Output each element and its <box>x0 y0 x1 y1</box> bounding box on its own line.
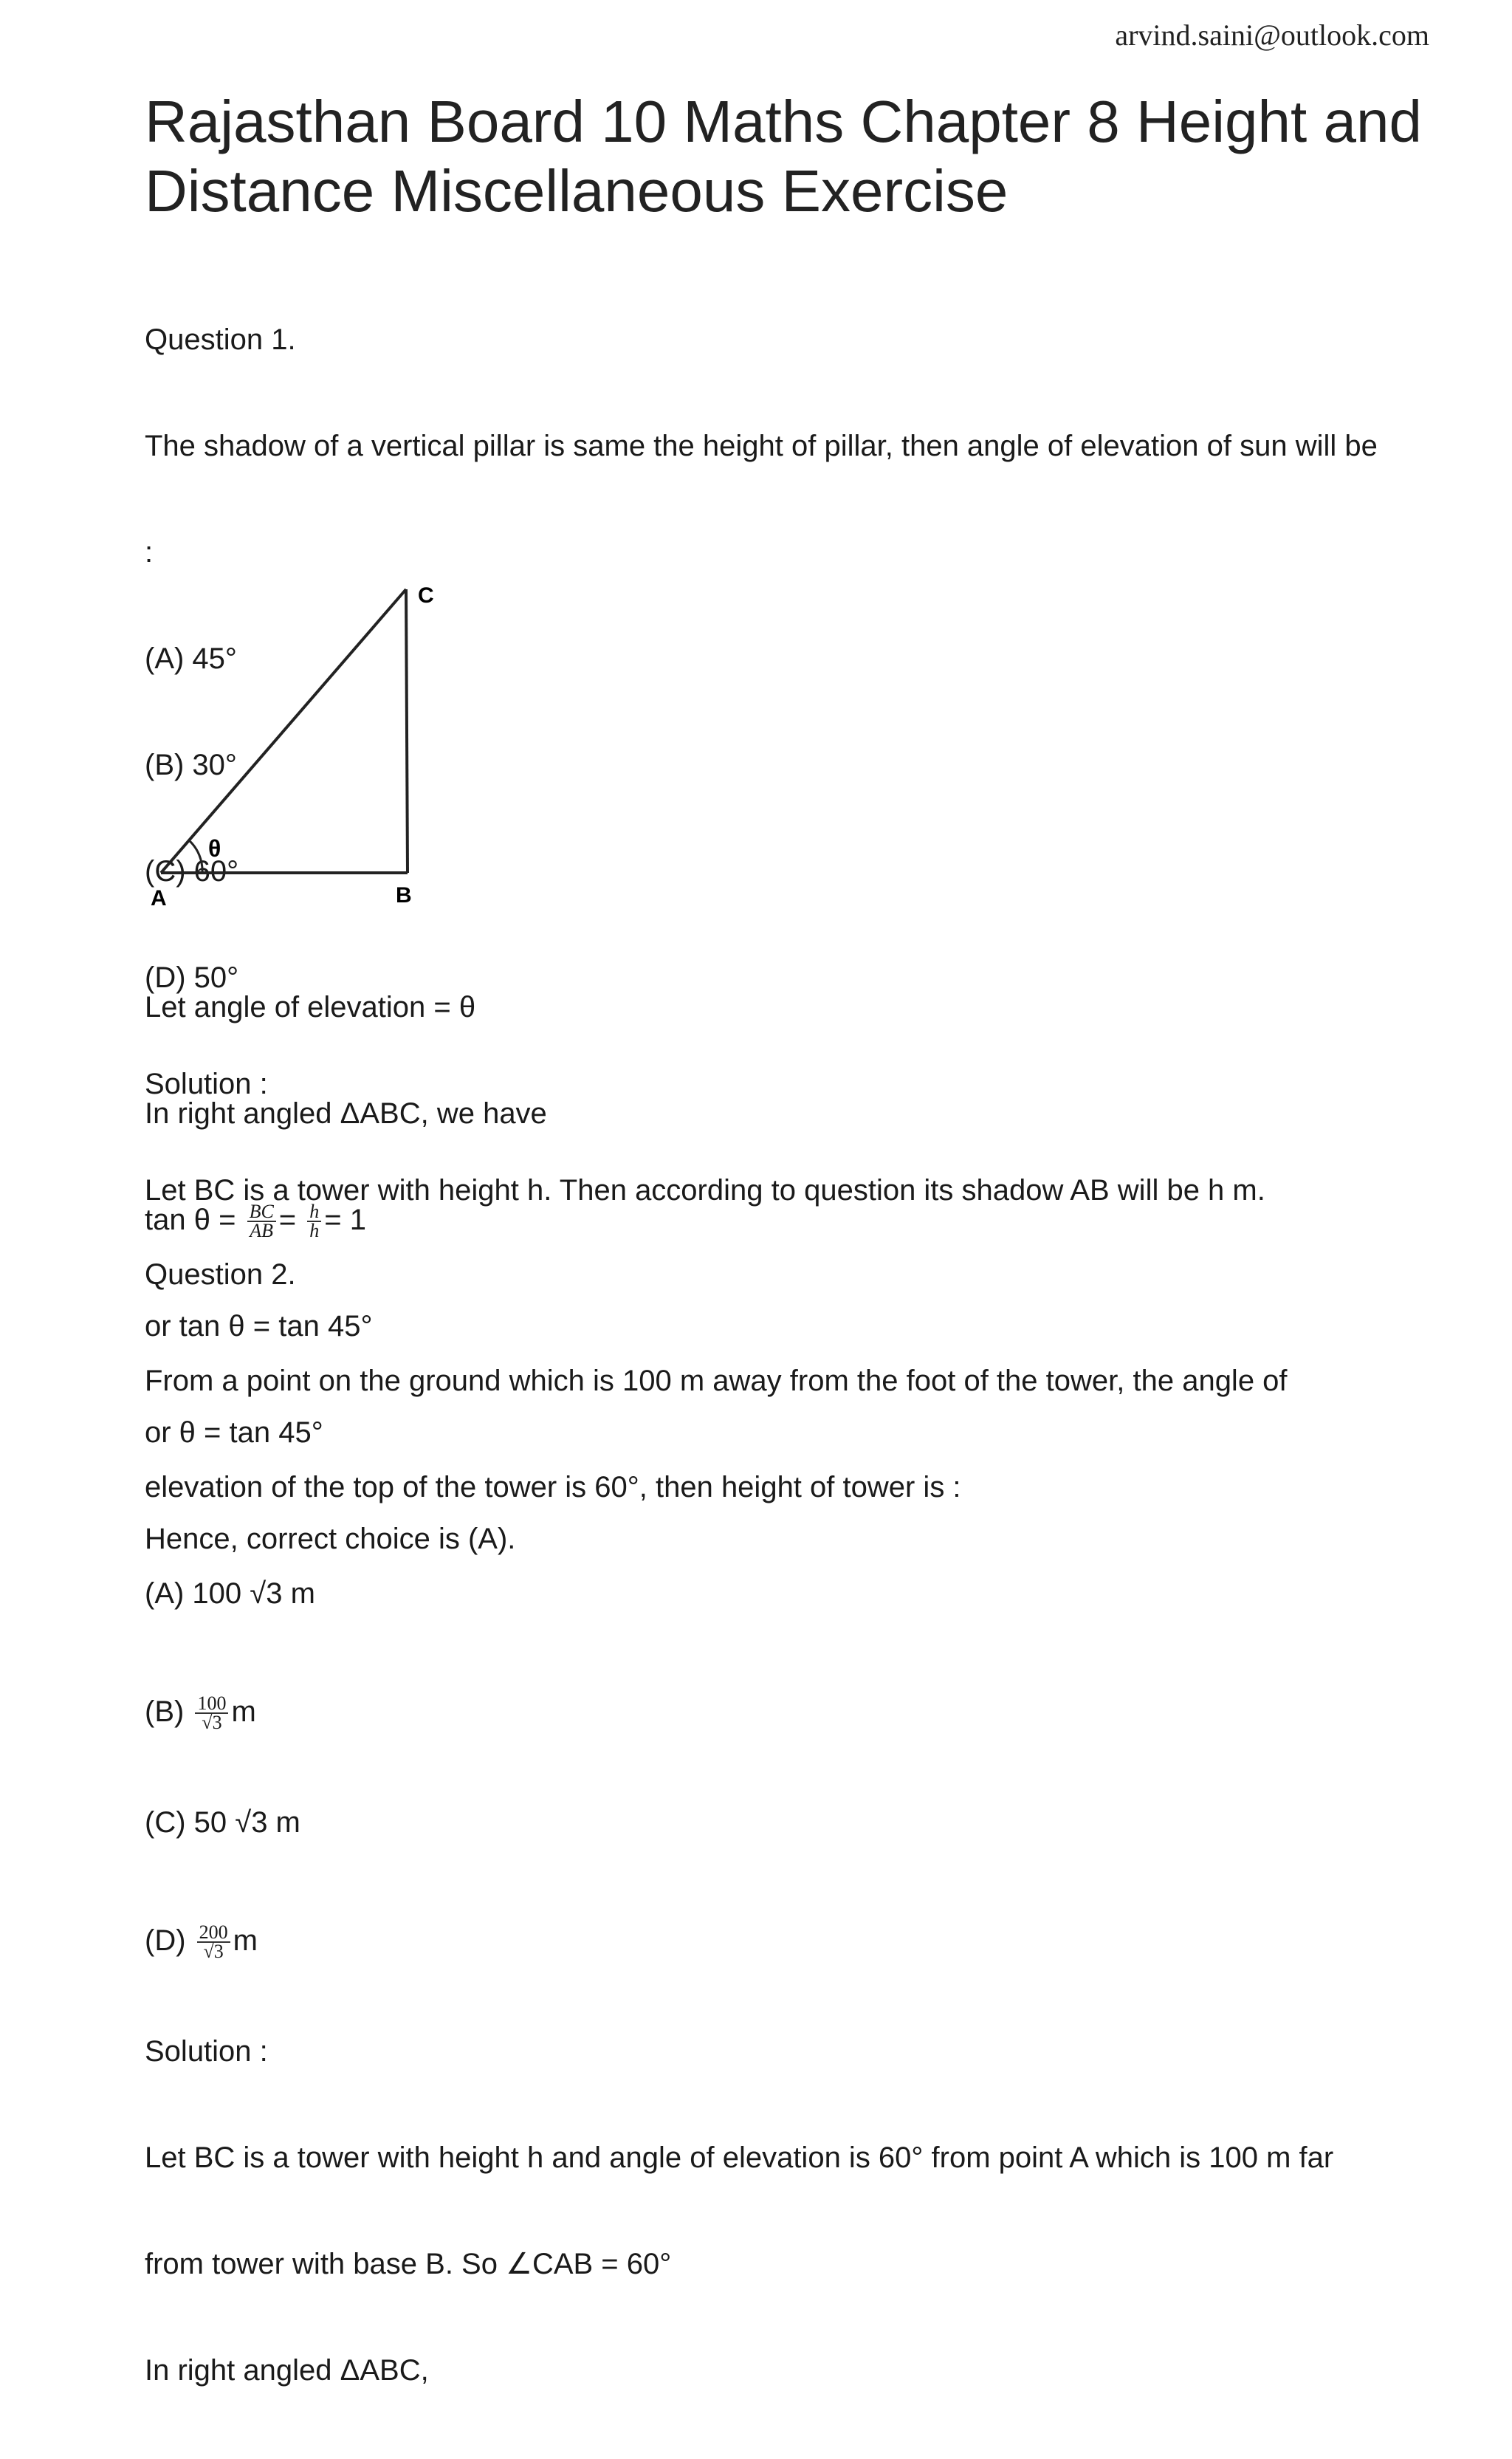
question-1-option-d: (D) 50° <box>145 961 239 994</box>
step-3-prefix: tan θ = <box>145 1204 244 1236</box>
fraction-denominator: √3 <box>202 1712 222 1734</box>
question-2-option-d <box>145 1911 1333 1963</box>
fraction-numerator: 100 <box>195 1695 228 1714</box>
solution-step-2: In right angled ΔABC, we have <box>145 1097 547 1130</box>
angle-arc <box>189 840 202 873</box>
solution-step-5: or θ = tan 45° <box>145 1416 323 1449</box>
question-2-text-line-2: elevation of the top of the tower is 60°, then height of tower is : <box>145 1471 961 1503</box>
author-email: arvind.saini@outlook.com <box>1115 18 1429 52</box>
title-line-1: Rajasthan Board 10 Maths Chapter 8 Height and <box>145 89 1422 154</box>
angle-theta-label: θ <box>208 835 221 862</box>
question-2-text-line-1: From a point on the ground which is 100 m away from the foot of the tower, the angle of <box>145 1365 1288 1397</box>
option-b-prefix: (B) <box>145 1695 193 1728</box>
question-1-heading: Question 1. <box>145 323 296 356</box>
fraction-numerator: 200 <box>197 1924 230 1943</box>
triangle-hypotenuse-ac <box>161 589 406 873</box>
question-1-option-c: (C) 60° <box>145 855 239 888</box>
question-2-solution-line-1: Let BC is a tower with height h and angle of elevation is 60° from point A which is 100 m far <box>145 2141 1334 2174</box>
solution-step-1: Let angle of elevation = θ <box>145 991 476 1023</box>
option-b-suffix: m <box>231 1695 256 1728</box>
question-1-option-b: (B) 30° <box>145 749 237 781</box>
vertex-label-a: A <box>151 886 167 910</box>
question-1-text-line-1: The shadow of a vertical pillar is same the height of pillar, then angle of elevation of sun will be <box>145 430 1378 462</box>
question-2-solution-line-2: from tower with base B. So ∠CAB = 60° <box>145 2248 672 2280</box>
step-3-suffix: = 1 <box>324 1204 366 1236</box>
solution-step-6: Hence, correct choice is (A). <box>145 1523 516 1555</box>
page-title <box>145 87 1444 226</box>
fraction-numerator: BC <box>247 1203 276 1222</box>
fraction-100-over-root3 <box>195 1695 228 1732</box>
question-2-option-a: (A) 100 √3 m <box>145 1577 315 1610</box>
vertex-label-b: B <box>396 883 412 908</box>
step-3-equals: = <box>278 1204 305 1236</box>
question-2-option-b <box>145 1682 1333 1734</box>
question-2-solution-line-3: In right angled ΔABC, <box>145 2354 429 2387</box>
vertex-label-c: C <box>418 583 434 608</box>
question-2-heading: Question 2. <box>145 1258 296 1291</box>
question-1-solution-intro: Let BC is a tower with height h. Then according to question its shadow AB will be h m. <box>145 1174 1265 1207</box>
question-1-solution-label: Solution : <box>145 1068 268 1100</box>
question-1-option-a: (A) 45° <box>145 642 237 675</box>
fraction-denominator: AB <box>250 1220 274 1242</box>
option-d-suffix: m <box>233 1924 258 1957</box>
option-d-prefix: (D) <box>145 1924 194 1957</box>
title-line-2: Distance Miscellaneous Exercise <box>145 158 1008 224</box>
triangle-figure <box>145 569 470 916</box>
fraction-200-over-root3 <box>197 1921 230 1963</box>
question-2-solution-label: Solution : <box>145 2035 268 2068</box>
solution-step-4: or tan θ = tan 45° <box>145 1310 373 1342</box>
question-1-text-line-2: : <box>145 536 154 569</box>
fraction-numerator: h <box>307 1203 321 1222</box>
question-2-block <box>145 1186 1333 2459</box>
triangle-height-bc <box>406 589 408 873</box>
fraction-denominator: √3 <box>203 1941 224 1963</box>
question-2-option-c: (C) 50 √3 m <box>145 1806 300 1839</box>
fraction-denominator: h <box>309 1220 320 1242</box>
